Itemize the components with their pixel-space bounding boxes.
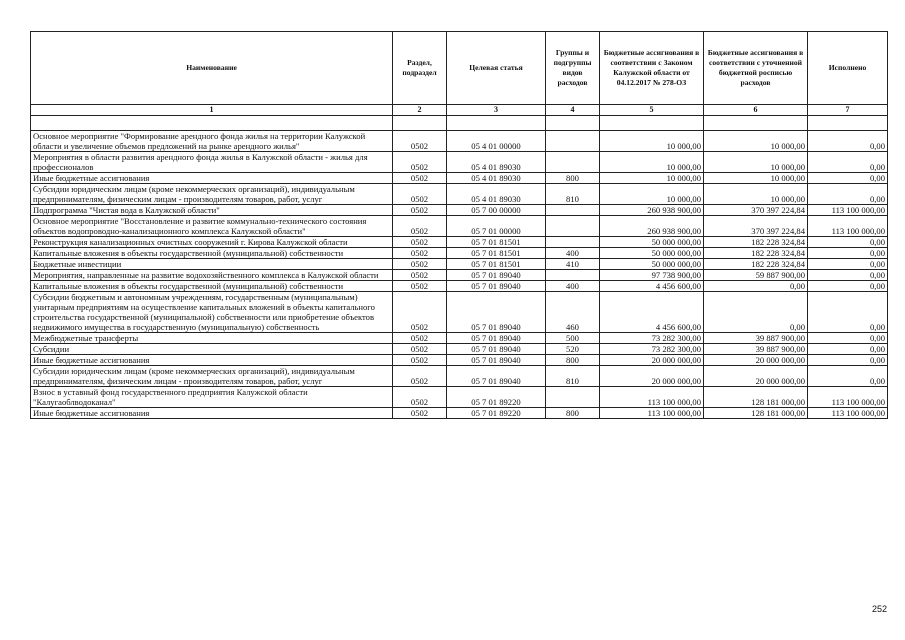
row-adjusted: 39 887 900,00	[704, 344, 808, 355]
row-section: 0502	[393, 205, 447, 216]
row-target: 05 7 01 89220	[447, 387, 546, 408]
row-section: 0502	[393, 366, 447, 387]
row-group: 410	[546, 259, 600, 270]
row-section: 0502	[393, 248, 447, 259]
row-name: Иные бюджетные ассигнования	[31, 408, 393, 419]
row-target: 05 4 01 89030	[447, 173, 546, 184]
row-law: 4 456 600,00	[600, 292, 704, 333]
row-section: 0502	[393, 387, 447, 408]
row-adjusted: 128 181 000,00	[704, 408, 808, 419]
row-adjusted: 128 181 000,00	[704, 387, 808, 408]
row-executed: 0,00	[808, 270, 888, 281]
col-header-name: Наименование	[31, 32, 393, 105]
row-section: 0502	[393, 333, 447, 344]
row-group: 520	[546, 344, 600, 355]
row-law: 10 000,00	[600, 131, 704, 152]
row-name: Мероприятия в области развития арендного фонда жилья в Калужской области - жилья для профессионалов	[31, 152, 393, 173]
row-name: Реконструкция канализационных очистных сооружений г. Кирова Калужской области	[31, 237, 393, 248]
row-law: 73 282 300,00	[600, 344, 704, 355]
table-row	[31, 248, 888, 259]
table-row	[31, 184, 888, 205]
col-header-group: Группы и подгруппы видов расходов	[546, 32, 600, 105]
row-section: 0502	[393, 270, 447, 281]
table-row	[31, 292, 888, 333]
row-executed: 113 100 000,00	[808, 216, 888, 237]
row-section: 0502	[393, 237, 447, 248]
table-row	[31, 344, 888, 355]
col-header-target: Целевая статья	[447, 32, 546, 105]
row-adjusted: 10 000,00	[704, 173, 808, 184]
row-target: 05 7 01 81501	[447, 248, 546, 259]
row-adjusted: 182 228 324,84	[704, 248, 808, 259]
row-name: Бюджетные инвестиции	[31, 259, 393, 270]
page-number: 252	[871, 604, 887, 614]
row-group	[546, 152, 600, 173]
col-header-law: Бюджетные ассигнования в соответствии с Законом Калужской области от 04.12.2017 № 278-ОЗ	[600, 32, 704, 105]
row-executed: 0,00	[808, 355, 888, 366]
row-executed: 0,00	[808, 366, 888, 387]
row-executed: 0,00	[808, 248, 888, 259]
row-group	[546, 270, 600, 281]
row-executed: 113 100 000,00	[808, 387, 888, 408]
row-target: 05 7 00 00000	[447, 205, 546, 216]
row-law: 260 938 900,00	[600, 205, 704, 216]
row-law: 260 938 900,00	[600, 216, 704, 237]
row-adjusted: 0,00	[704, 292, 808, 333]
row-group	[546, 237, 600, 248]
row-executed: 113 100 000,00	[808, 408, 888, 419]
row-law: 20 000 000,00	[600, 366, 704, 387]
row-executed: 0,00	[808, 344, 888, 355]
row-executed: 113 100 000,00	[808, 205, 888, 216]
row-group	[546, 205, 600, 216]
row-executed: 0,00	[808, 184, 888, 205]
row-section: 0502	[393, 216, 447, 237]
row-law: 10 000,00	[600, 152, 704, 173]
row-law: 10 000,00	[600, 173, 704, 184]
header-row	[31, 32, 888, 105]
row-target: 05 7 01 81501	[447, 259, 546, 270]
row-law: 97 738 900,00	[600, 270, 704, 281]
row-group: 800	[546, 355, 600, 366]
table-row	[31, 355, 888, 366]
row-law: 113 100 000,00	[600, 387, 704, 408]
row-adjusted: 10 000,00	[704, 184, 808, 205]
row-target: 05 7 01 89040	[447, 281, 546, 292]
row-target: 05 7 01 89040	[447, 355, 546, 366]
row-name: Мероприятия, направленные на развитие водохозяйственного комплекса в Калужской области	[31, 270, 393, 281]
row-adjusted: 0,00	[704, 281, 808, 292]
row-target: 05 7 01 89040	[447, 344, 546, 355]
row-adjusted: 39 887 900,00	[704, 333, 808, 344]
row-executed: 0,00	[808, 131, 888, 152]
budget-table	[30, 31, 888, 419]
row-target: 05 7 01 89040	[447, 333, 546, 344]
col-header-section: Раздел, подраздел	[393, 32, 447, 105]
row-name: Капитальные вложения в объекты государственной (муниципальной) собственности	[31, 281, 393, 292]
row-name: Основное мероприятие "Формирование арендного фонда жилья на территории Калужской области и увеличение объемов предложений на рынке арендного жилья"	[31, 131, 393, 152]
row-name: Субсидии бюджетным и автономным учреждениям, государственным (муниципальным) унитарным предприятиям на осуществление капитальных вложений в объекты капитального строительства государственной (муниципальной) собственности или приобретение объектов недвижимого имущества в государственную (муниципальную) собственность	[31, 292, 393, 333]
row-executed: 0,00	[808, 173, 888, 184]
spacer-row	[31, 116, 888, 131]
col-header-executed: Исполнено	[808, 32, 888, 105]
table-row	[31, 387, 888, 408]
row-name: Иные бюджетные ассигнования	[31, 355, 393, 366]
row-law: 50 000 000,00	[600, 259, 704, 270]
column-number: 7	[808, 105, 888, 116]
row-group: 800	[546, 408, 600, 419]
row-section: 0502	[393, 292, 447, 333]
table-row	[31, 408, 888, 419]
row-adjusted: 182 228 324,84	[704, 259, 808, 270]
row-section: 0502	[393, 152, 447, 173]
row-group: 810	[546, 184, 600, 205]
row-law: 20 000 000,00	[600, 355, 704, 366]
column-number: 1	[31, 105, 393, 116]
row-group: 810	[546, 366, 600, 387]
row-target: 05 4 01 00000	[447, 131, 546, 152]
row-section: 0502	[393, 281, 447, 292]
row-section: 0502	[393, 173, 447, 184]
row-adjusted: 10 000,00	[704, 152, 808, 173]
table-row	[31, 281, 888, 292]
row-adjusted: 10 000,00	[704, 131, 808, 152]
row-target: 05 7 01 89040	[447, 292, 546, 333]
row-executed: 0,00	[808, 237, 888, 248]
row-adjusted: 182 228 324,84	[704, 237, 808, 248]
row-name: Капитальные вложения в объекты государственной (муниципальной) собственности	[31, 248, 393, 259]
column-number-row	[31, 105, 888, 116]
table-row	[31, 152, 888, 173]
row-executed: 0,00	[808, 292, 888, 333]
row-section: 0502	[393, 408, 447, 419]
table-row	[31, 237, 888, 248]
row-section: 0502	[393, 184, 447, 205]
row-target: 05 7 01 89220	[447, 408, 546, 419]
row-target: 05 4 01 89030	[447, 184, 546, 205]
row-name: Субсидии юридическим лицам (кроме некоммерческих организаций), индивидуальным предпринимателям, физическим лицам - производителям товаров, работ, услуг	[31, 366, 393, 387]
row-executed: 0,00	[808, 152, 888, 173]
row-section: 0502	[393, 355, 447, 366]
row-section: 0502	[393, 131, 447, 152]
row-adjusted: 370 397 224,84	[704, 205, 808, 216]
row-law: 113 100 000,00	[600, 408, 704, 419]
row-law: 73 282 300,00	[600, 333, 704, 344]
row-name: Основное мероприятие "Восстановление и развитие коммунально-технического состояния объектов водопроводно-канализационного комплекса Калужской области"	[31, 216, 393, 237]
row-law: 10 000,00	[600, 184, 704, 205]
col-header-adjusted: Бюджетные ассигнования в соответствии с уточненной бюджетной росписью расходов	[704, 32, 808, 105]
table-row	[31, 216, 888, 237]
row-group	[546, 216, 600, 237]
row-executed: 0,00	[808, 333, 888, 344]
row-executed: 0,00	[808, 281, 888, 292]
row-law: 4 456 600,00	[600, 281, 704, 292]
column-number: 5	[600, 105, 704, 116]
column-number: 4	[546, 105, 600, 116]
row-adjusted: 59 887 900,00	[704, 270, 808, 281]
table-row	[31, 259, 888, 270]
row-section: 0502	[393, 344, 447, 355]
table-row	[31, 131, 888, 152]
row-name: Субсидии юридическим лицам (кроме некоммерческих организаций), индивидуальным предпринимателям, физическим лицам - производителям товаров, работ, услуг	[31, 184, 393, 205]
row-group: 800	[546, 173, 600, 184]
row-target: 05 7 01 89040	[447, 366, 546, 387]
row-target: 05 7 01 81501	[447, 237, 546, 248]
row-group: 400	[546, 248, 600, 259]
row-name: Иные бюджетные ассигнования	[31, 173, 393, 184]
row-name: Межбюджетные трансферты	[31, 333, 393, 344]
row-adjusted: 20 000 000,00	[704, 366, 808, 387]
row-group: 400	[546, 281, 600, 292]
column-number: 2	[393, 105, 447, 116]
table-row	[31, 173, 888, 184]
row-name: Субсидии	[31, 344, 393, 355]
table-row	[31, 333, 888, 344]
row-name: Взнос в уставный фонд государственного предприятия Калужской области "Калугаоблводоканал"	[31, 387, 393, 408]
row-adjusted: 370 397 224,84	[704, 216, 808, 237]
row-target: 05 7 01 00000	[447, 216, 546, 237]
row-section: 0502	[393, 259, 447, 270]
table-row	[31, 270, 888, 281]
row-law: 50 000 000,00	[600, 248, 704, 259]
row-name: Подпрограмма "Чистая вода в Калужской области"	[31, 205, 393, 216]
row-group	[546, 387, 600, 408]
table-row	[31, 205, 888, 216]
row-target: 05 7 01 89040	[447, 270, 546, 281]
row-target: 05 4 01 89030	[447, 152, 546, 173]
column-number: 6	[704, 105, 808, 116]
row-group: 500	[546, 333, 600, 344]
row-executed: 0,00	[808, 259, 888, 270]
row-group: 460	[546, 292, 600, 333]
table-row	[31, 366, 888, 387]
row-law: 50 000 000,00	[600, 237, 704, 248]
row-group	[546, 131, 600, 152]
column-number: 3	[447, 105, 546, 116]
row-adjusted: 20 000 000,00	[704, 355, 808, 366]
